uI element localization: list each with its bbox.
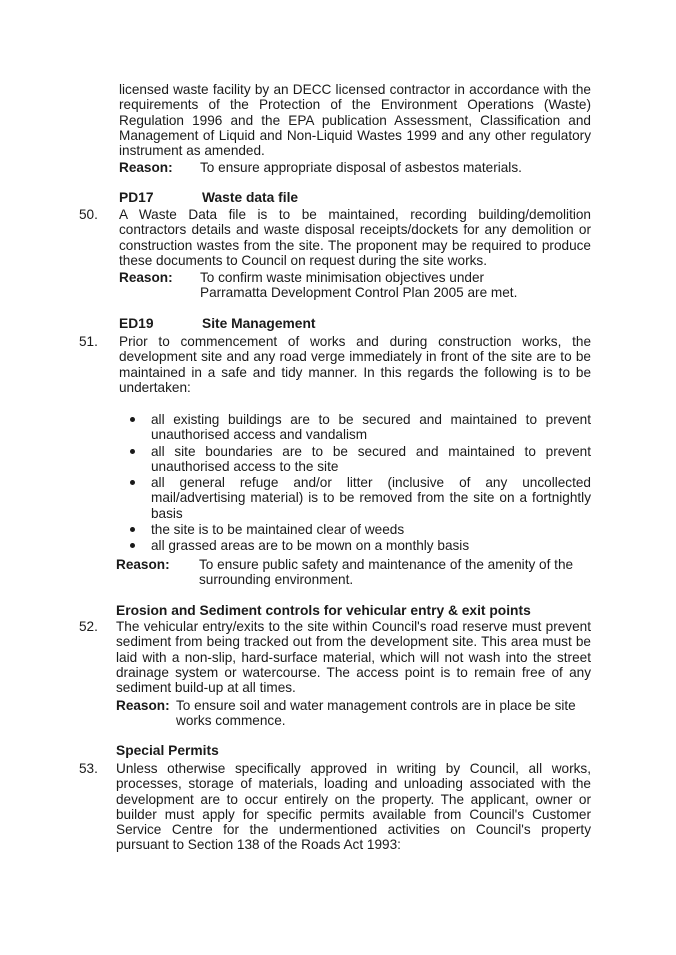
continuation-reason (119, 160, 599, 175)
bullet-icon (130, 527, 135, 532)
condition-number: 52. (79, 619, 98, 634)
reason-label: Reason: (116, 698, 170, 713)
bullet-icon (130, 543, 135, 548)
condition-title: Waste data file (202, 190, 299, 205)
condition-title: Site Management (202, 316, 316, 331)
list-item: all grassed areas are to be mown on a monthly basis (126, 538, 591, 553)
condition-reason (119, 270, 599, 301)
condition-paragraph: The vehicular entry/exits to the site within Council's road reserve must prevent sediment from being tracked out from the development site. This area must be laid with a non-slip, hard-surface material, which will not wash into the street drainage system or watercourse. The access point is to remain free of any sediment build-up at all times. (116, 619, 591, 696)
bullet-icon (130, 449, 135, 454)
list-item: all existing buildings are to be secured and maintained to prevent unauthorised access and vandalism (126, 412, 591, 443)
condition-code: PD17 (119, 190, 154, 205)
list-item: all general refuge and/or litter (inclusive of any uncollected mail/advertising material) is to be removed from the site on a fortnightly basis (126, 475, 591, 521)
list-item: all site boundaries are to be secured and maintained to prevent unauthorised access to the site (126, 444, 591, 475)
continuation-paragraph: licensed waste facility by an DECC licensed contractor in accordance with the requirements of the Protection of the Environment Operations (Waste) Regulation 1996 and the EPA publication Assessment, Classification and Management of Liquid and Non-Liquid Wastes 1999 and any other regulatory instrument as amended. (119, 82, 591, 159)
site-management-list (126, 412, 591, 555)
reason-label: Reason: (119, 270, 173, 285)
condition-reason (116, 557, 596, 588)
condition-paragraph: A Waste Data file is to be maintained, recording building/demolition contractors details and waste disposal receipts/dockets for any demolition or construction wastes from the site. The proponent may be required to produce these documents to Council on request during the site works. (119, 207, 591, 268)
condition-heading-ed19 (119, 316, 315, 331)
condition-number: 53. (79, 761, 98, 776)
condition-heading-erosion: Erosion and Sediment controls for vehicular entry & exit points (116, 603, 531, 618)
condition-heading-special-permits: Special Permits (116, 743, 219, 758)
reason-label: Reason: (116, 557, 170, 572)
condition-number: 51. (79, 334, 98, 349)
reason-text: To ensure soil and water management controls are in place be site works commence. (176, 698, 576, 729)
condition-heading-pd17 (119, 190, 298, 205)
condition-number: 50. (79, 207, 98, 222)
reason-text: To confirm waste minimisation objectives under Parramatta Development Control Plan 2005 are met. (200, 270, 518, 301)
reason-label: Reason: (119, 160, 173, 175)
bullet-icon (130, 417, 135, 422)
list-item: the site is to be maintained clear of weeds (126, 522, 591, 537)
bullet-icon (130, 480, 135, 485)
reason-text: To ensure appropriate disposal of asbestos materials. (200, 160, 522, 175)
condition-reason (116, 698, 596, 729)
reason-text: To ensure public safety and maintenance of the amenity of the surrounding environment. (199, 557, 574, 588)
condition-paragraph: Unless otherwise specifically approved in writing by Council, all works, processes, storage of materials, loading and unloading associated with the development are to occur entirely on the property. The applicant, owner or builder must apply for specific permits available from Council's Customer Service Centre for the undermentioned activities on Council's property pursuant to Section 138 of the Roads Act 1993: (116, 761, 591, 853)
condition-paragraph: Prior to commencement of works and during construction works, the development site and any road verge immediately in front of the site are to be maintained in a safe and tidy manner. In this regards the following is to be undertaken: (119, 334, 591, 395)
condition-code: ED19 (119, 316, 154, 331)
